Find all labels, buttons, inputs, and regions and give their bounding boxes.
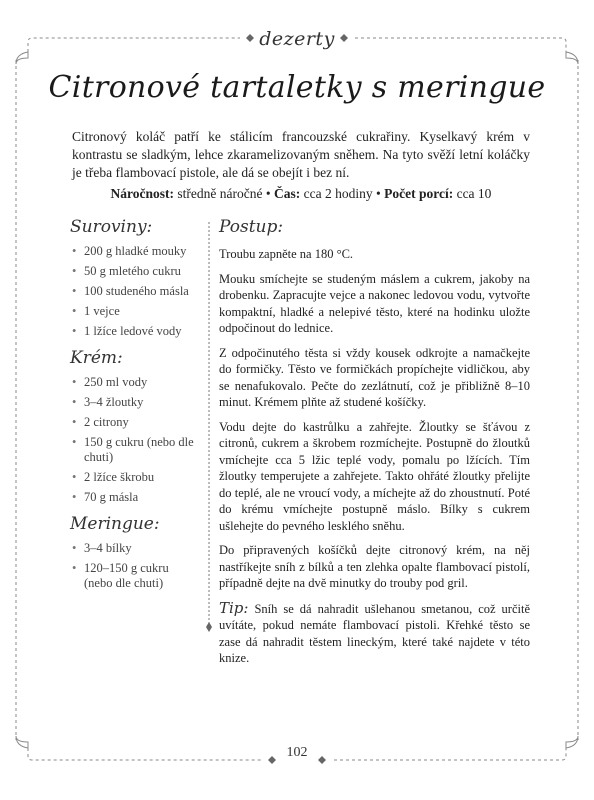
ingredient-item: • 250 ml vody (70, 375, 198, 390)
difficulty-label: Náročnost: (110, 186, 175, 201)
column-divider (205, 222, 213, 632)
ingredients-column (70, 216, 198, 599)
ingredient-item: • 200 g hladké mouky (70, 244, 198, 259)
ingredient-item: • 100 studeného másla (70, 284, 198, 299)
portions-label: Počet porcí: (384, 186, 454, 201)
page-number: 102 (286, 745, 308, 760)
tip-label: Tip: (219, 598, 249, 617)
difficulty-value: středně náročné (177, 186, 263, 201)
ingredients-heading: Suroviny: (70, 217, 153, 237)
procedure-heading: Postup: (219, 217, 284, 237)
recipe-meta (72, 186, 530, 202)
ingredient-item: • 50 g mletého cukru (70, 264, 198, 279)
category-label: dezerty (259, 28, 335, 50)
ingredient-item: • 120–150 g cukru (nebo dle chuti) (70, 561, 198, 591)
cream-heading: Krém: (70, 348, 123, 368)
procedure-step: Do připravených košíčků dejte citronový krém, na něj nastříkejte sníh z bílků a ten zlehka opalte flambovací pistolí, případně dejte na dvě minutky do trouby pod gril. (219, 543, 530, 590)
ingredient-item: • 70 g másla (70, 490, 198, 505)
procedure-step: Z odpočinutého těsta si vždy kousek odkrojte a namačkejte do formičky. Těsto ve formičkách propíchejte vidličkou, aby se nenafukovalo. Pečte do zezlátnutí, což je přibližně 8–10 minut. Krémem plňte až studené košíčky. (219, 345, 530, 409)
procedure-column (219, 216, 530, 675)
meringue-list (70, 541, 198, 591)
ingredient-item: • 3–4 bílky (70, 541, 198, 556)
time-label: Čas: (274, 186, 301, 201)
ingredient-item: • 2 citrony (70, 415, 198, 430)
ingredient-item: • 2 lžíce škrobu (70, 470, 198, 485)
ingredients-list (70, 244, 198, 339)
procedure-step: Mouku smíchejte se studeným máslem a cukrem, jakoby na drobenku. Zapracujte vejce a nakonec ledovou vodu, vytvořte kompaktní, hladké a nelepivé těsto, které na hodinku uložte odpočinout do lednice. (219, 271, 530, 335)
meringue-heading: Meringue: (70, 514, 160, 534)
cream-list (70, 375, 198, 505)
portions-value: cca 10 (456, 186, 492, 201)
meta-separator: • (375, 186, 381, 201)
ingredient-item: • 1 lžíce ledové vody (70, 324, 198, 339)
ingredient-item: • 150 g cukru (nebo dle chuti) (70, 435, 198, 465)
ingredient-item: • 3–4 žloutky (70, 395, 198, 410)
procedure-step: Troubu zapněte na 180 °C. (219, 247, 354, 261)
tip-paragraph (219, 600, 530, 667)
tip-text: Sníh se dá nahradit ušlehanou smetanou, což určitě uvítáte, pokud nemáte flambovací pistoli. Křehké těsto se zase dá nahradit těstem lineckým, které také najdete v této knize. (219, 601, 531, 665)
ingredient-item: • 1 vejce (70, 304, 198, 319)
procedure-step: Vodu dejte do kastrůlku a zahřejte. Žloutky se šťávou z citronů, cukrem a škrobem rozmíchejte. Postupně do žloutků vmíchejte cca 5 lžic teplé vody, pomalu po lžících. Tím žloutky temperujete a zahřejete. Takto ohřáté žloutky přelijte do teplé, ale ne vroucí vody, a míchejte až do zhoustnutí. Poté do krému vmíchejte postupně máslo. Bílky s cukrem ušlehejte do pevného lesklého sněhu. (219, 419, 530, 533)
recipe-title: Citronové tartaletky s meringue (48, 70, 546, 105)
time-value: cca 2 hodiny (303, 186, 373, 201)
meta-separator: • (265, 186, 271, 201)
intro-paragraph: Citronový koláč patří ke stálicím francouzské cukrařiny. Kyselkavý krém v kontrastu se sladkým, lehce zkaramelizovaným sněhem. Na tyto svěží letní koláčky je třeba flambovací pistole, ale dá se obejít i bez ní. (72, 129, 530, 180)
